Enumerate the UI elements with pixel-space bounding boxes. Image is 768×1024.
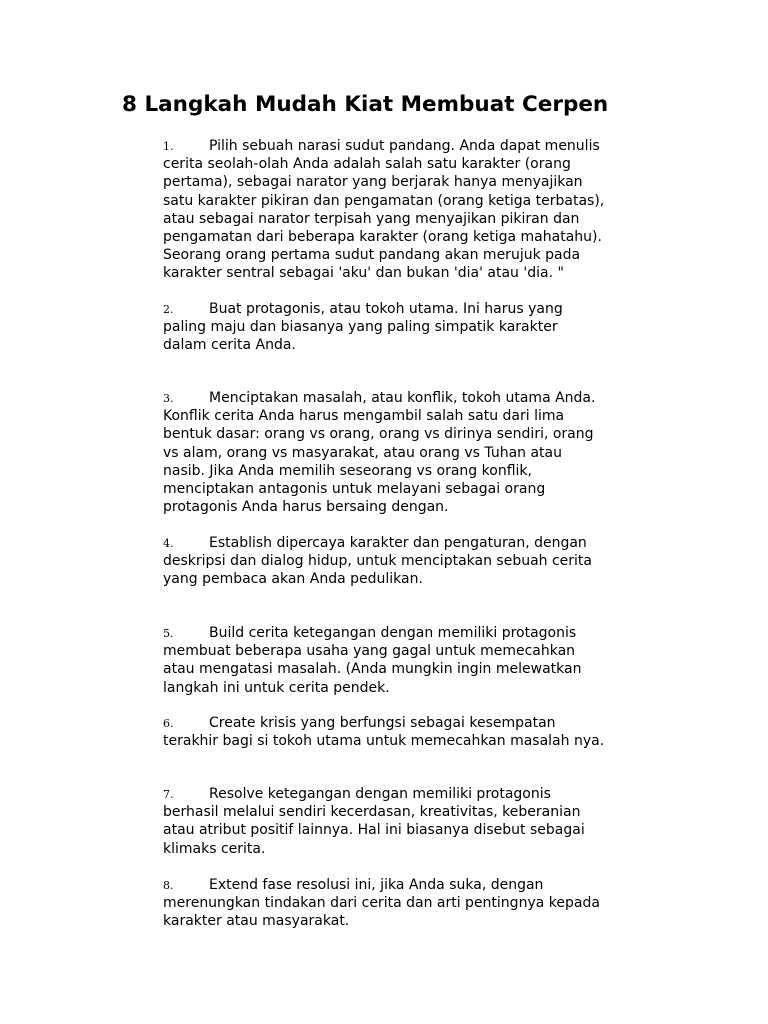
item-text: Pilih sebuah narasi sudut pandang. Anda dapat menulis xyxy=(209,138,600,154)
item-line: protagonis Anda harus bersaing dengan. xyxy=(163,499,449,516)
item-line: yang pembaca akan Anda pedulikan. xyxy=(163,571,423,588)
list-item-2 xyxy=(163,300,663,355)
item-number: 1. xyxy=(163,140,174,153)
item-line: cerita seolah-olah Anda adalah salah satu karakter (orang xyxy=(163,156,571,173)
item-line xyxy=(163,785,663,803)
list-item-3 xyxy=(163,389,663,516)
item-text: Extend fase resolusi ini, jika Anda suka, dengan xyxy=(209,877,544,893)
item-line xyxy=(163,624,663,642)
item-line xyxy=(163,534,663,552)
item-line: bentuk dasar: orang vs orang, orang vs dirinya sendiri, orang xyxy=(163,426,594,443)
item-line: merenungkan tindakan dari cerita dan arti pentingnya kepada xyxy=(163,895,600,912)
item-line xyxy=(163,300,663,318)
item-line: atau sebagai narator terpisah yang menyajikan pikiran dan xyxy=(163,210,580,227)
list-item-8 xyxy=(163,876,663,931)
item-text: Create krisis yang berfungsi sebagai kesempatan xyxy=(209,715,556,731)
item-line: pertama), sebagai narator yang berjarak hanya menyajikan xyxy=(163,174,583,191)
item-number: 7. xyxy=(163,788,174,801)
list-item-4 xyxy=(163,534,663,589)
item-line: Konflik cerita Anda harus mengambil salah satu dari lima xyxy=(163,408,565,425)
document-title: 8 Langkah Mudah Kiat Membuat Cerpen xyxy=(122,92,609,117)
item-text: Menciptakan masalah, atau konflik, tokoh utama Anda. xyxy=(209,390,596,406)
item-line: paling maju dan biasanya yang paling simpatik karakter xyxy=(163,319,558,336)
item-line: langkah ini untuk cerita pendek. xyxy=(163,679,390,696)
list-item-6 xyxy=(163,714,663,750)
item-number: 6. xyxy=(163,717,174,730)
item-line: atau mengatasi masalah. (Anda mungkin ingin melewatkan xyxy=(163,661,582,678)
item-number: 4. xyxy=(163,537,174,550)
item-line: menciptakan antagonis untuk melayani sebagai orang xyxy=(163,480,546,497)
item-line: karakter atau masyarakat. xyxy=(163,913,350,930)
item-line xyxy=(163,714,663,732)
item-line: nasib. Jika Anda memilih seseorang vs orang konflik, xyxy=(163,462,532,479)
item-text: Resolve ketegangan dengan memiliki protagonis xyxy=(209,786,551,802)
item-number: 8. xyxy=(163,879,174,892)
item-line: vs alam, orang vs masyarakat, atau orang vs Tuhan atau xyxy=(163,444,562,461)
item-line xyxy=(163,137,663,155)
item-text: Buat protagonis, atau tokoh utama. Ini harus yang xyxy=(209,301,563,317)
item-number: 3. xyxy=(163,392,174,405)
list-item-7 xyxy=(163,785,663,858)
item-number: 5. xyxy=(163,627,174,640)
item-line: deskripsi dan dialog hidup, untuk menciptakan sebuah cerita xyxy=(163,553,593,570)
item-text: Establish dipercaya karakter dan pengaturan, dengan xyxy=(209,535,587,551)
item-text: Build cerita ketegangan dengan memiliki protagonis xyxy=(209,625,577,641)
item-line xyxy=(163,389,663,407)
item-line xyxy=(163,876,663,894)
list-item-1 xyxy=(163,137,663,283)
item-number: 2. xyxy=(163,303,174,316)
item-line: terakhir bagi si tokoh utama untuk memecahkan masalah nya. xyxy=(163,733,605,750)
item-line: membuat beberapa usaha yang gagal untuk memecahkan xyxy=(163,643,576,660)
item-line: dalam cerita Anda. xyxy=(163,337,296,354)
list-item-5 xyxy=(163,624,663,697)
item-line: berhasil melalui sendiri kecerdasan, kreativitas, keberanian xyxy=(163,804,581,821)
item-line: pengamatan dari beberapa karakter (orang ketiga mahatahu). xyxy=(163,228,602,245)
item-line: atau atribut positif lainnya. Hal ini biasanya disebut sebagai xyxy=(163,822,585,839)
item-line: satu karakter pikiran dan pengamatan (orang ketiga terbatas), xyxy=(163,192,605,209)
item-line: karakter sentral sebagai 'aku' dan bukan 'dia' atau 'dia. " xyxy=(163,265,564,282)
item-line: klimaks cerita. xyxy=(163,840,266,857)
item-line: Seorang orang pertama sudut pandang akan merujuk pada xyxy=(163,247,581,264)
